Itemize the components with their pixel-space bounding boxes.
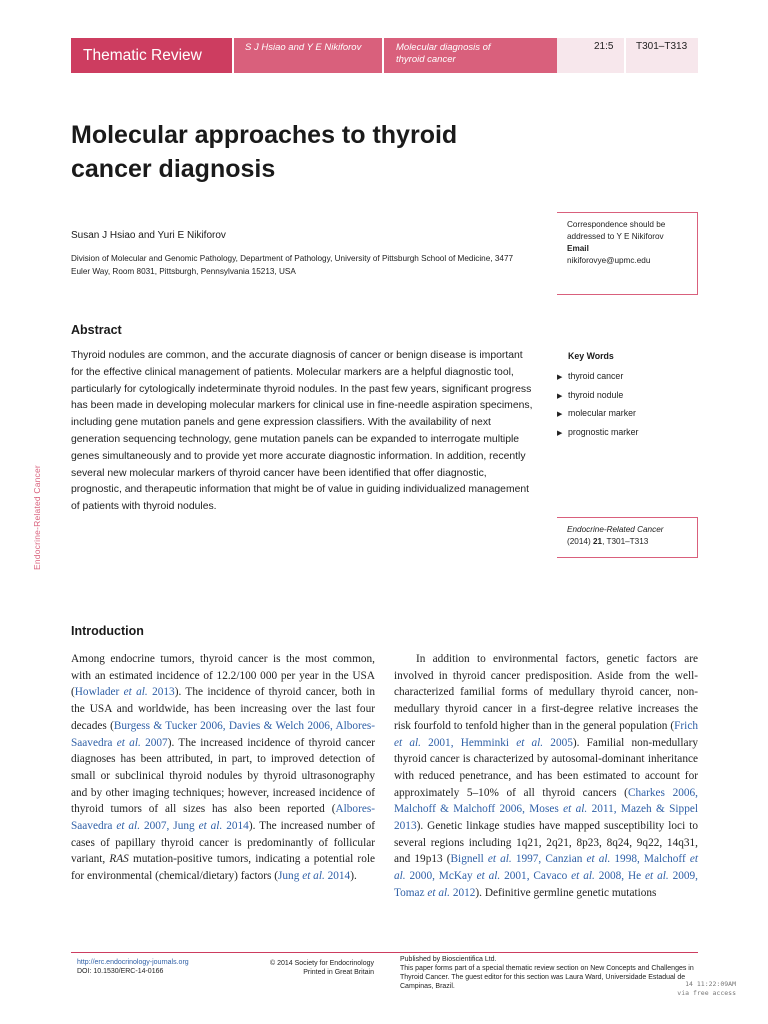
reference-link[interactable]: et al. [563, 803, 588, 816]
reference-link[interactable]: Bignell [450, 853, 488, 866]
reference-link[interactable]: et al. [302, 870, 325, 883]
reference-link[interactable]: et al. [427, 886, 450, 899]
body-text: ). Familial non-medullary thyroid cancer is characterized by autosomal-dominant inheritance with reduced penetrance, and has been estimated to account for approximately 5–10% of all thyroid cancers ( [394, 736, 698, 799]
keywords-heading: Key Words [568, 351, 614, 361]
reference-link[interactable]: et al. [476, 870, 501, 883]
header-pages: T301–T313 [636, 41, 688, 52]
copyright-notice: © 2014 Society for Endocrinology Printed in Great Britain [270, 960, 374, 976]
reference-link[interactable]: 2013 [147, 686, 175, 699]
header-divider [232, 38, 234, 73]
download-stamp: 14 11:22:09AM via free access [677, 980, 736, 997]
reference-link[interactable]: et al. [116, 736, 141, 749]
reference-link[interactable]: 2014 [324, 870, 351, 883]
citation-volume: 21 [592, 537, 603, 546]
arrow-right-icon: ▶ [557, 392, 563, 400]
reference-link[interactable]: 2008, He [594, 870, 646, 883]
article-title: Molecular approaches to thyroid cancer diagnosis [71, 121, 458, 183]
correspondence-email-label: Email [567, 244, 589, 253]
reference-link[interactable]: et al. [394, 853, 698, 883]
intro-column-right [394, 651, 698, 902]
reference-link[interactable]: Frich [674, 719, 698, 732]
body-text: ). Definitive germline genetic mutations [475, 886, 657, 899]
header-short-title: Molecular diagnosis of thyroid cancer [396, 42, 491, 65]
reference-link[interactable]: 2001, Hemminki [420, 736, 517, 749]
citation-pages: , T301–T313 [602, 537, 649, 546]
arrow-right-icon: ▶ [557, 374, 563, 381]
keyword-label: molecular marker [568, 408, 636, 418]
body-text: ). The increased incidence of thyroid cancer diagnoses has been attributed, in part, to improved detection of small or subclinical thyroid nodules by thyroid ultrasonography and by other imaging techniques; however, increased incidence of thyroid tumors of all sizes has also been reported ( [71, 736, 375, 816]
reference-link[interactable]: 2007, Jung [140, 820, 199, 833]
reference-link[interactable]: 2001, Cavaco [500, 870, 572, 883]
body-text: In addition to environmental factors, genetic factors are involved in thyroid cancer predisposition. Aside from the well-characterized familial forms of medullary thyroid cancer, non-medullary thyroid cancer in a first-degree relative increases the risk fourfold to tenfold higher than in the general population ( [394, 653, 698, 732]
reference-link[interactable]: 1997, Canzian [511, 853, 587, 866]
reference-link[interactable]: Jung [278, 870, 303, 883]
citation-journal: Endocrine-Related Cancer [567, 525, 664, 534]
journal-url-link[interactable]: http://erc.endocrinology-journals.org [77, 959, 189, 966]
abstract-heading: Abstract [71, 323, 122, 337]
keyword-item [557, 368, 638, 387]
intro-column-left [71, 651, 375, 885]
reference-link[interactable]: Burgess & Tucker 2006, Davies & Welch 2006, Albores-Saavedra [71, 719, 375, 749]
reference-link[interactable]: et al. [645, 870, 669, 883]
reference-link[interactable]: 2009, Tomaz [394, 870, 699, 899]
publisher-notice: Published by Bioscientifica Ltd. This paper forms part of a special thematic review section on New Concepts and Challenges in Thyroid Cancer. The guest editor for this section was Laura Ward, Universidade Estadual de Campinas, Brazil. [400, 956, 694, 990]
header-divider [624, 38, 626, 73]
keyword-item [557, 424, 638, 443]
body-text: ). The increased number of cases of papillary thyroid cancer is predominantly of follicular variant, [71, 820, 376, 866]
correspondence-email[interactable]: nikiforovye@upmc.edu [567, 256, 651, 265]
body-text: ). Genetic linkage studies have mapped susceptibility loci to several regions including 1q21, 2q21, 8p23, 8q24, 9q22, 14q31, and 19p13 ( [394, 820, 698, 866]
article-authors: Susan J Hsiao and Yuri E Nikiforov [71, 230, 226, 241]
reference-link[interactable]: Howlader [74, 686, 124, 699]
reference-link[interactable]: et al. [586, 853, 611, 866]
reference-link[interactable]: 2012 [450, 886, 476, 899]
correspondence-text: Correspondence should be addressed to Y E Nikiforov [567, 220, 666, 241]
correspondence-box [557, 212, 698, 295]
reference-link[interactable]: et al. [123, 686, 148, 699]
body-text: ). [350, 870, 357, 883]
header-authors: S J Hsiao and Y E Nikiforov [245, 42, 362, 53]
keywords-list [557, 368, 638, 442]
header-divider [382, 38, 384, 73]
abstract-text: Thyroid nodules are common, and the accurate diagnosis of cancer or benign disease is important for the effective clinical management of patients. Molecular markers are a helpful diagnostic tool, particularly for cytologically indeterminate thyroid nodules. In the past few years, significant progress has been made in developing molecular markers for clinical use in fine-needle aspiration specimens, including gene mutation panels and gene expression classifiers. With the availability of next generation sequencing technology, gene mutation panels can be expanded to interrogate multiple genes simultaneously and to provide yet more accurate diagnostic information. In addition, recently several new molecular markers of thyroid cancer have been identified that offer diagnostic, prognostic, and therapeutic information that might be of value in guiding individualized management of patients with thyroid nodules. [71, 350, 533, 513]
reference-link[interactable]: et al. [571, 870, 595, 883]
reference-link[interactable]: 2011, Mazeh & Sippel 2013 [394, 803, 698, 833]
reference-link[interactable]: et al. [116, 820, 141, 833]
introduction-heading: Introduction [71, 624, 144, 638]
arrow-right-icon: ▶ [557, 411, 563, 418]
body-text: Among endocrine tumors, thyroid cancer is the most common, with an estimated incidence of 12.2/100 000 per year in the USA ( [71, 653, 375, 699]
citation-year: (2014) [567, 537, 593, 546]
body-text: mutation-positive tumors, indicating a potential role for environmental (chemical/dietary) factors ( [71, 853, 375, 883]
keyword-label: prognostic marker [568, 426, 639, 437]
reference-link[interactable]: 2005 [543, 736, 573, 749]
reference-link[interactable]: et al. [198, 820, 223, 833]
author-affiliation: Division of Molecular and Genomic Pathology, Department of Pathology, University of Pittsburgh School of Medicine, 3477 Euler Way, Room 8031, Pittsburgh, Pennsylvania 15213, USA [71, 254, 514, 276]
reference-link[interactable]: et al. [516, 736, 544, 749]
citation-box [557, 517, 698, 558]
keyword-item [557, 405, 638, 424]
section-label: Thematic Review [71, 38, 232, 73]
reference-link[interactable]: 2000, McKay [405, 870, 477, 883]
header-volume: 21:5 [594, 41, 614, 52]
body-text: RAS [109, 853, 129, 866]
journal-side-label: Endocrine-Related Cancer [32, 465, 42, 570]
footer-rule [71, 952, 698, 953]
arrow-right-icon: ▶ [557, 429, 563, 437]
citation-details [567, 536, 697, 548]
body-text: ). The incidence of thyroid cancer, both in the USA and worldwide, has been increasing over the last four decades ( [71, 686, 376, 732]
keyword-label: thyroid cancer [568, 371, 624, 381]
reference-link[interactable]: Charkes 2006, Malchoff & Malchoff 2006, Moses [394, 786, 698, 816]
reference-link[interactable]: Albores-Saavedra [71, 803, 375, 833]
reference-link[interactable]: et al. [487, 853, 512, 866]
reference-link[interactable]: 2007 [140, 736, 168, 749]
reference-link[interactable]: 1998, Malchoff [610, 853, 690, 866]
doi: DOI: 10.1530/ERC-14-0166 [77, 968, 164, 975]
keyword-label: thyroid nodule [568, 389, 624, 400]
reference-link[interactable]: et al. [394, 736, 421, 749]
keyword-item [557, 387, 638, 406]
reference-link[interactable]: 2014 [222, 820, 249, 833]
